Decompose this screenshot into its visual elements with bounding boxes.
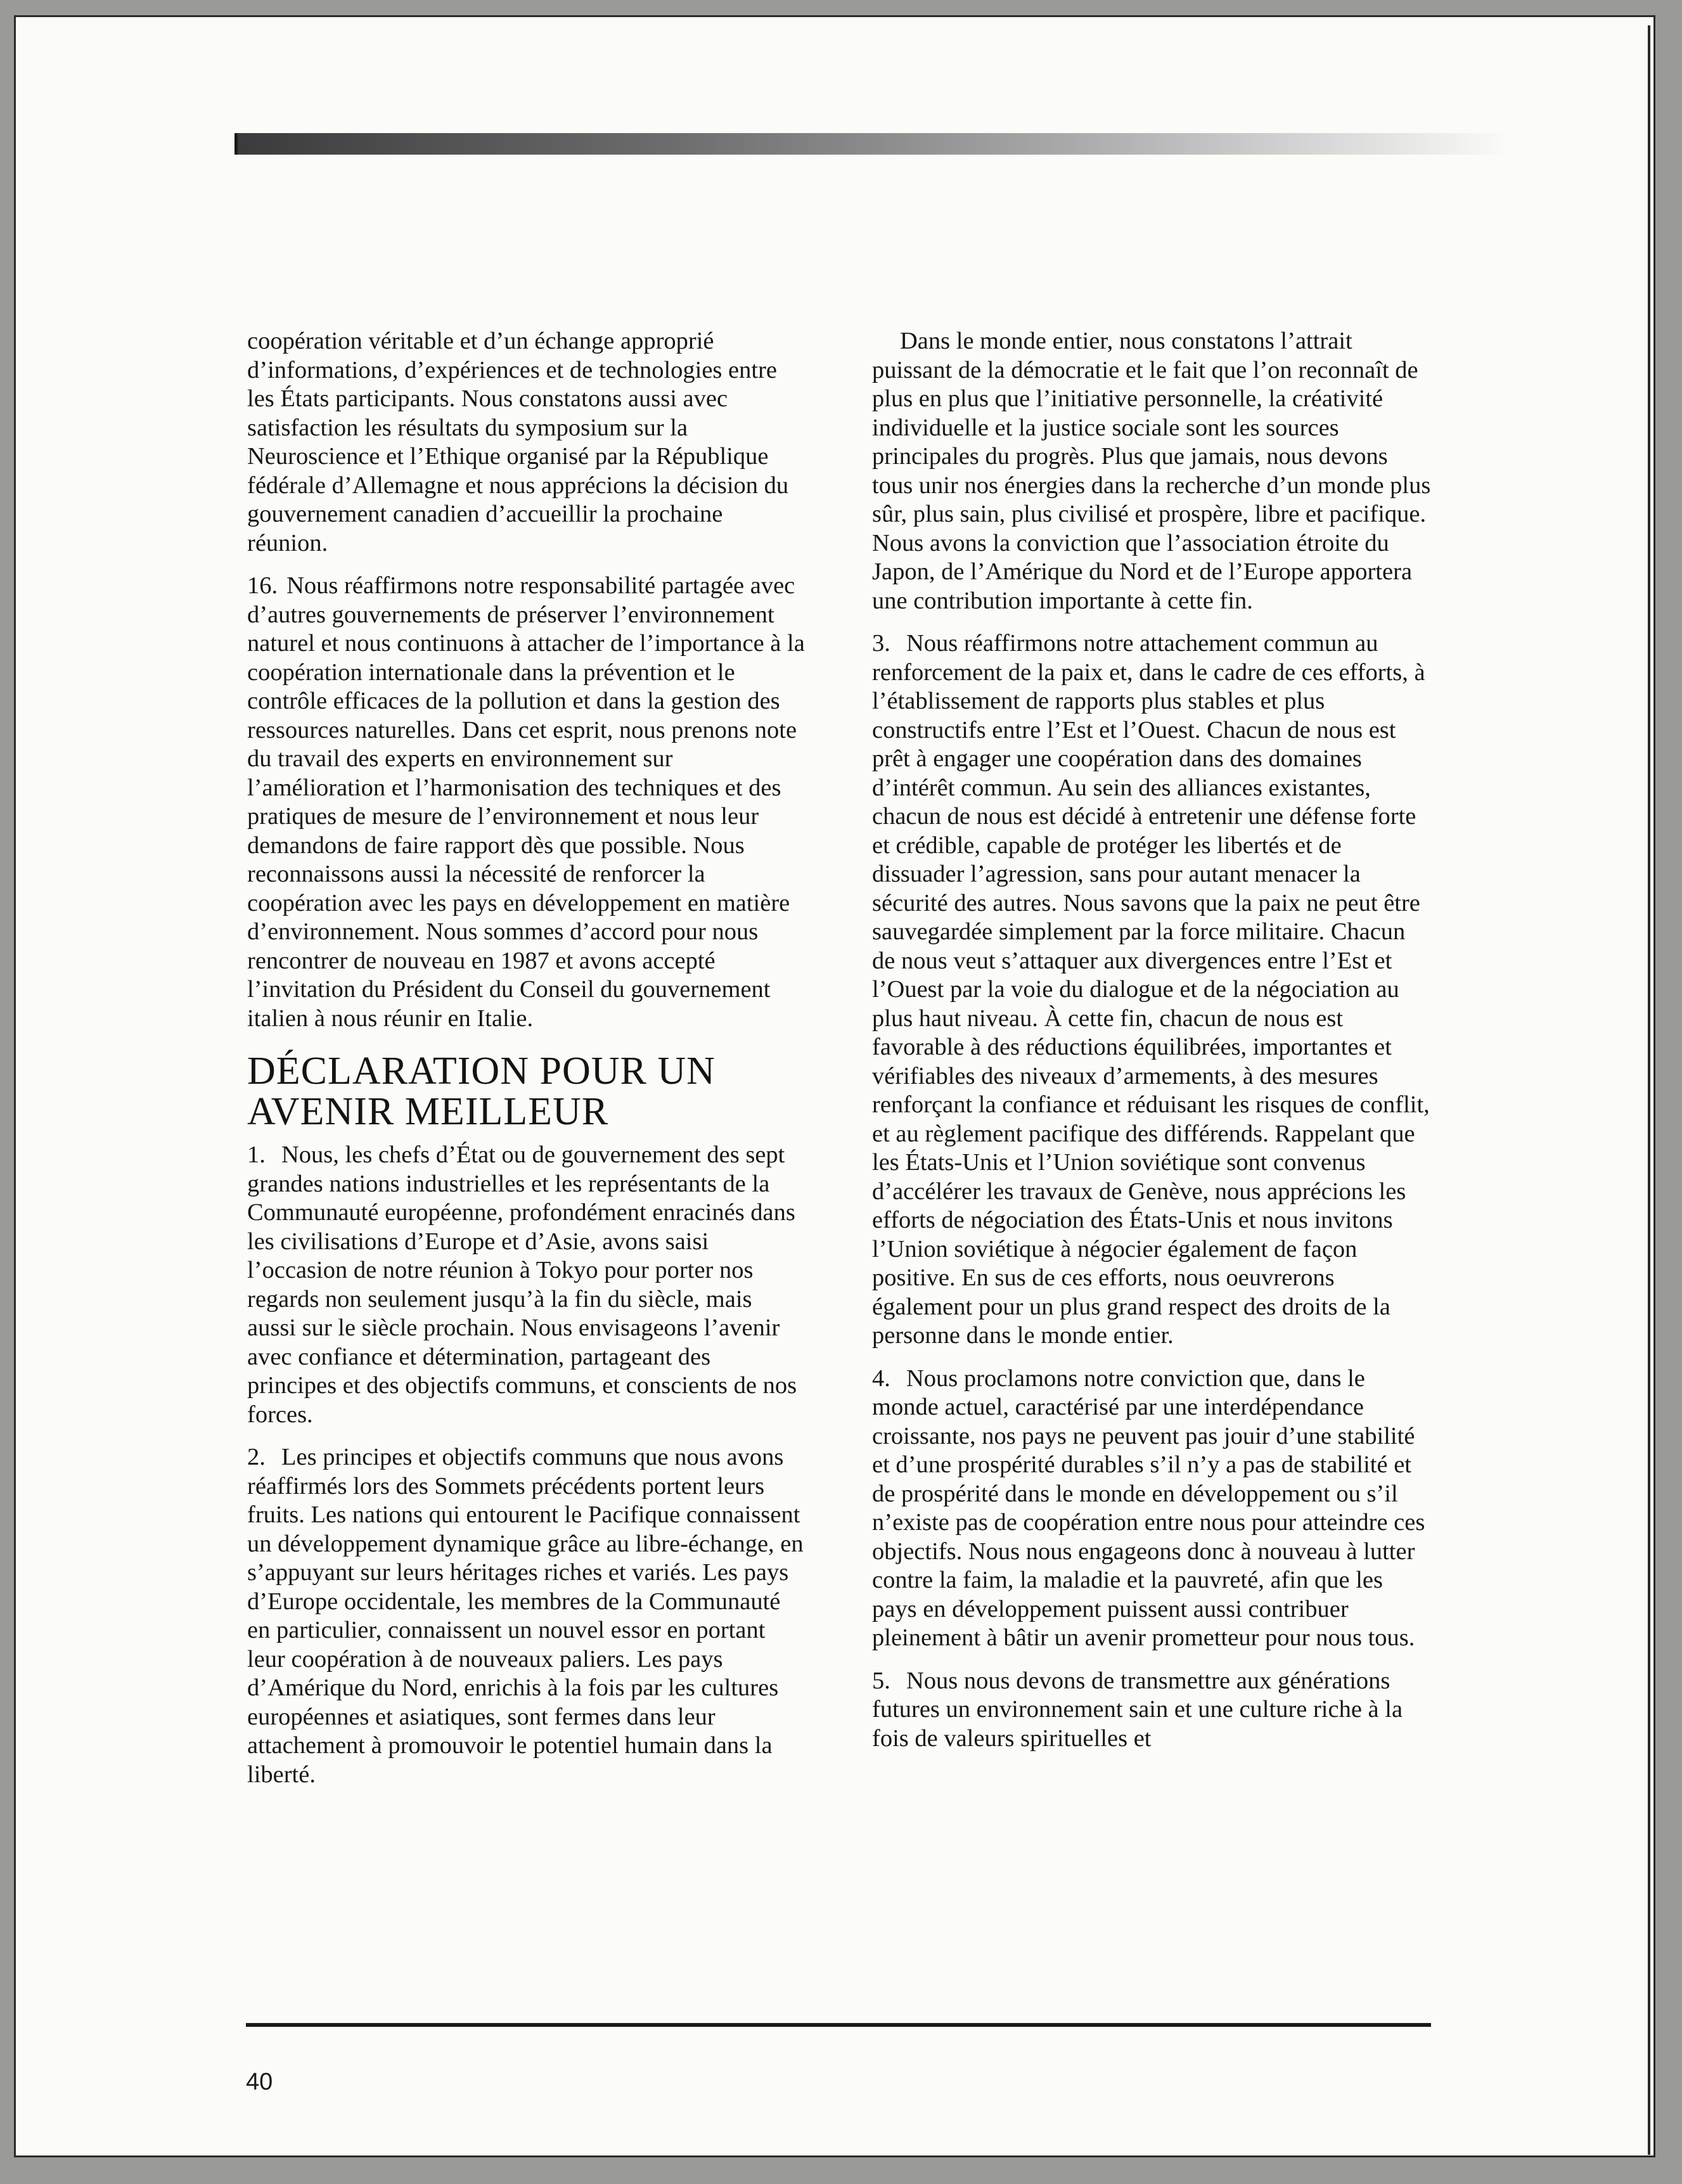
paragraph-number: 1. xyxy=(247,1141,266,1168)
paragraph-text: Nous nous devons de transmettre aux générations futures un environnement sain et une culture riche à la fois de valeurs spirituelles et xyxy=(872,1667,1403,1752)
paragraph-5 xyxy=(872,1667,1434,1754)
paragraph-text: Nous réaffirmons notre responsabilité partagée avec d’autres gouvernements de préserver l’environnement naturel et nous continuons à attacher de l’importance à la coopération internationale dans la prévention et le contrôle efficaces de la pollution et dans la gestion des ressources naturelles. Dans cet esprit, nous prenons note du travail des experts en environnement sur l’amélioration et l’harmonisation des techniques et des pratiques de mesure de l’environnement et nous leur demandons de faire rapport dès que possible. Nous reconnaissons aussi la nécessité de renforcer la coopération avec les pays en développement en matière d’environnement. Nous sommes d’accord pour nous rencontrer de nouveau en 1987 et avons accepté l’invitation du Président du Conseil du gouvernement italien à nous réunir en Italie. xyxy=(247,572,805,1032)
paragraph-number: 4. xyxy=(872,1365,890,1392)
paragraph-number: 5. xyxy=(872,1667,890,1694)
continued-paragraph: Dans le monde entier, nous constatons l’attrait puissant de la démocratie et le fait que l’on reconnaît de plus en plus que l’initiative personnelle, la créativité individuelle et la justice sociale sont les sources principales du progrès. Plus que jamais, nous devons tous unir nos énergies dans la recherche d’un monde plus sûr, plus sain, plus civilisé et prospère, libre et pacifique. Nous avons la conviction que l’association étroite du Japon, de l’Amérique du Nord et de l’Europe apportera une contribution importante à cette fin. xyxy=(872,328,1431,614)
paragraph-1 xyxy=(247,1141,805,1429)
section-heading xyxy=(247,1051,805,1132)
paragraph-text: Nous, les chefs d’État ou de gouvernement des sept grandes nations industrielles et les représentants de la Communauté européenne, profondément enracinés dans les civilisations d’Europe et d’Asie, avons saisi l’occasion de notre réunion à Tokyo pour porter nos regards non seulement jusqu’à la fin du siècle, mais aussi sur le siècle prochain. Nous envisageons l’avenir avec confiance et détermination, partageant des principes et des objectifs communs, et conscients de nos forces. xyxy=(247,1141,797,1428)
page-number: 40 xyxy=(246,2069,273,2095)
paragraph-3 xyxy=(872,629,1434,1351)
paragraph-text: Nous réaffirmons notre attachement commun au renforcement de la paix et, dans le cadre de ces efforts, à l’établissement de rapports plus stables et plus constructifs entre l’Est et l’Ouest. Chacun de nous est prêt à engager une coopération dans des domaines d’intérêt commun. Au sein des alliances existantes, chacun de nous est décidé à entretenir une défense forte et crédible, capable de protéger les libertés et de dissuader l’agression, sans pour autant menacer la sécurité des autres. Nous savons que la paix ne peut être sauvegardée simplement par la force militaire. Chacun de nous veut s’attaquer aux divergences entre l’Est et l’Ouest par la voie du dialogue et de la négociation au plus haut niveau. À cette fin, chacun de nous est favorable à des réductions équilibrées, importantes et vérifiables des niveaux d’armements, à des mesures renforçant la confiance et réduisant les risques de conflit, et au règlement pacifique des différends. Rappelant que les États-Unis et l’Union soviétique sont convenus d’accélérer les travaux de Genève, nous apprécions les efforts de négociation des États-Unis et nous invitons l’Union soviétique à négocier également de façon positive. En sus de ces efforts, nous oeuvrerons également pour un plus grand respect des droits de la personne dans le monde entier. xyxy=(872,630,1430,1349)
document-page xyxy=(14,15,1655,2157)
paragraph-text: Nous proclamons notre conviction que, dans le monde actuel, caractérisé par une interdépendance croissante, nos pays ne peuvent pas jouir d’une stabilité et d’une prospérité durables s’il n’y a pas de stabilité et de prospérité dans le monde en développement ou s’il n’existe pas de coopération entre nous pour atteindre ces objectifs. Nous nous engageons donc à nouveau à lutter contre la faim, la maladie et la pauvreté, afin que les pays en développement puissent aussi contribuer pleinement à bâtir un avenir prometteur pour nous tous. xyxy=(872,1365,1425,1651)
paragraph-4 xyxy=(872,1365,1434,1653)
paragraph-number: 2. xyxy=(247,1444,266,1470)
scan-edge xyxy=(1648,25,1650,2155)
paragraph-number: 16. xyxy=(247,572,278,599)
footer-rule xyxy=(246,2023,1431,2027)
right-column xyxy=(872,327,1434,1767)
paragraph-text: Les principes et objectifs communs que nous avons réaffirmés lors des Sommets précédents portent leurs fruits. Les nations qui entourent le Pacifique connaissent un développement dynamique grâce au libre-échange, en s’appuyant sur leurs héritages riches et variés. Les pays d’Europe occidentale, les membres de la Communauté en particulier, connaissent un nouvel essor en portant leur coopération à de nouveaux paliers. Les pays d’Amérique du Nord, enrichis à la fois par les cultures européennes et asiatiques, sont fermes dans leur attachement à promouvoir le potentiel humain dans la liberté. xyxy=(247,1444,804,1788)
paragraph-2 xyxy=(247,1443,805,1789)
header-rule xyxy=(234,133,1512,155)
left-column xyxy=(247,327,805,1803)
heading-line-1: DÉCLARATION POUR UN xyxy=(247,1050,716,1093)
continued-paragraph: coopération véritable et d’un échange approprié d’informations, d’expériences et de technologies entre les États participants. Nous constatons aussi avec satisfaction les résultats du symposium sur la Neuroscience et l’Ethique organisé par la République fédérale d’Allemagne et nous apprécions la décision du gouvernement canadien d’accueillir la prochaine réunion. xyxy=(247,328,789,556)
heading-line-2: AVENIR MEILLEUR xyxy=(247,1090,609,1133)
paragraph-16 xyxy=(247,572,805,1033)
paragraph-number: 3. xyxy=(872,630,890,657)
